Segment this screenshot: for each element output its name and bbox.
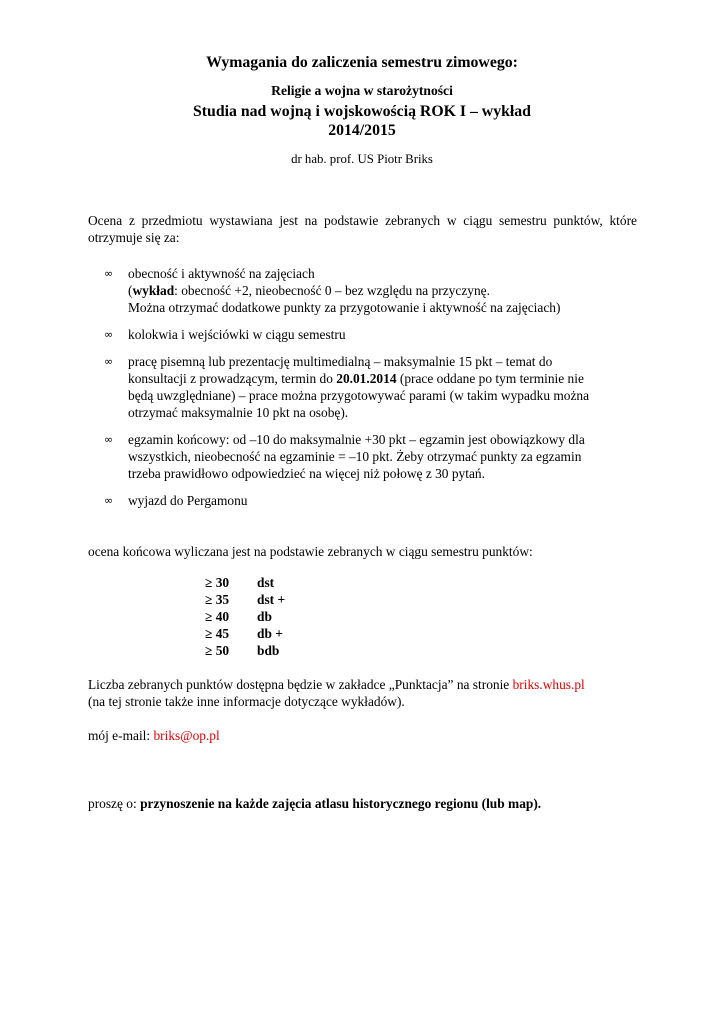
- course-name: Studia nad wojną i wojskowością ROK I – wykład: [193, 103, 531, 120]
- document-subtitle: Religie a wojna w starożytności: [271, 83, 453, 98]
- table-row: ≥ 30 dst: [205, 575, 275, 590]
- infinity-bullet-icon: ∞: [104, 328, 114, 341]
- final-grade-intro: ocena końcowa wyliczana jest na podstawie zebranych w ciągu semestru punktów:: [88, 544, 533, 559]
- email-link[interactable]: briks@op.pl: [153, 728, 220, 743]
- course-heading: [0, 102, 724, 140]
- list-item: ∞ obecność i aktywność na zajęciach (wykład: obecność +2, nieobecność 0 – bez względu na przyczynę. Można otrzymać dodatkowe punkty za przygotowanie i aktywność na zajęciach): [104, 266, 561, 315]
- requirements-list: [104, 265, 644, 519]
- intro-paragraph: Ocena z przedmiotu wystawiana jest na podstawie zebranych w ciągu semestru punktów, które otrzymuje się za:: [88, 213, 637, 245]
- table-row: ≥ 50 bdb: [205, 643, 280, 658]
- grade-scale-table: [205, 574, 285, 659]
- request-line: proszę o: przynoszenie na każde zajęcia atlasu historycznego regionu (lub map).: [88, 796, 542, 811]
- infinity-bullet-icon: ∞: [104, 433, 114, 446]
- deadline-date: 20.01.2014: [336, 371, 397, 386]
- list-item: ∞ wyjazd do Pergamonu: [104, 493, 248, 508]
- table-row: ≥ 35 dst +: [205, 592, 286, 607]
- infinity-bullet-icon: ∞: [104, 267, 114, 280]
- infinity-bullet-icon: ∞: [104, 355, 114, 368]
- website-link[interactable]: briks.whus.pl: [512, 677, 585, 692]
- academic-year: 2014/2015: [328, 122, 396, 139]
- author-line: dr hab. prof. US Piotr Briks: [291, 152, 433, 166]
- email-line: mój e-mail: briks@op.pl: [88, 728, 220, 743]
- table-row: ≥ 40 db: [205, 609, 272, 624]
- document-title: Wymagania do zaliczenia semestru zimowego:: [206, 54, 518, 71]
- infinity-bullet-icon: ∞: [104, 494, 114, 507]
- list-item: ∞ pracę pisemną lub prezentację multimedialną – maksymalnie 15 pkt – temat do konsultacji z prowadzącym, termin do 20.01.2014 (prace oddane po tym terminie nie będą uwzględniane) – prace można przygotowywać parami (w takim wypadku można otrzymać maksymalnie 10 pkt na osobę).: [104, 354, 590, 420]
- list-item: ∞ kolokwia i wejściówki w ciągu semestru: [104, 327, 346, 342]
- list-item: ∞ egzamin końcowy: od –10 do maksymalnie +30 pkt – egzamin jest obowiązkowy dla wszystkich, nieobecność na egzaminie = –10 pkt. Żeby otrzymać punkty za egzamin trzeba prawidłowo odpowiedzieć na więcej niż połowę z 30 pytań.: [104, 432, 585, 481]
- table-row: ≥ 45 db +: [205, 626, 283, 641]
- points-info: Liczba zebranych punktów dostępna będzie w zakładce „Punktacja” na stronie briks.whus.pl (na tej stronie także inne informacje dotyczące wykładów).: [88, 677, 585, 709]
